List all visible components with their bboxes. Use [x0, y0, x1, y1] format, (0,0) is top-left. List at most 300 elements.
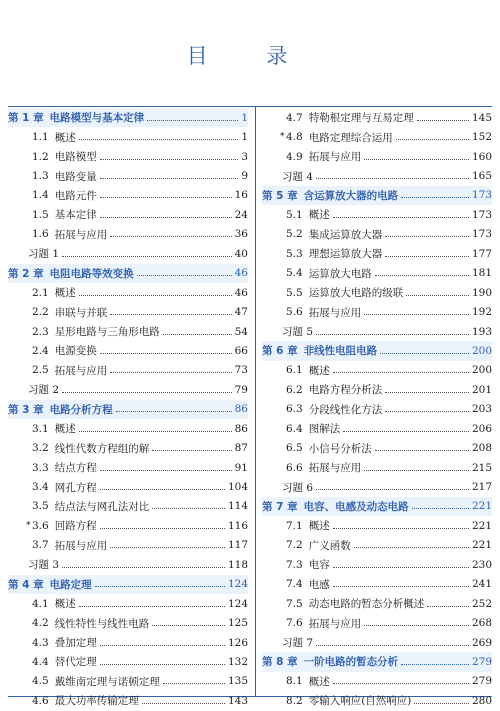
dot-leader	[100, 177, 239, 179]
dot-leader	[385, 255, 469, 257]
page-number: 152	[471, 131, 492, 144]
section-number: 3.7	[32, 539, 49, 552]
dot-leader	[375, 449, 469, 451]
section-number: 2.4	[32, 344, 49, 357]
section-number: 4.1	[32, 597, 49, 610]
page-number: 279	[471, 655, 492, 668]
toc-section-entry[interactable]	[8, 341, 248, 360]
dot-leader	[396, 138, 469, 140]
section-number: 7.5	[286, 597, 303, 610]
page-number: 126	[227, 636, 248, 649]
page-number: 114	[227, 500, 248, 513]
dot-leader	[364, 158, 469, 160]
page-number: 268	[471, 617, 492, 630]
entry-title: 串联与并联	[54, 306, 108, 319]
section-number: 3.6	[32, 519, 49, 532]
toc-section-entry[interactable]	[8, 477, 248, 496]
entry-title: 习题 6	[282, 481, 314, 494]
page-number: 160	[471, 150, 492, 163]
entry-title: 拓展与应用	[54, 228, 108, 241]
chapter-number: 第 2 章	[8, 267, 44, 280]
entry-title: 概述	[308, 364, 330, 377]
entry-title: 电容、电感及动态电路	[303, 500, 409, 513]
dot-leader	[385, 410, 469, 412]
section-number: 4.7	[286, 111, 303, 124]
toc-section-entry[interactable]	[262, 108, 492, 127]
toc-chapter-entry[interactable]	[262, 497, 492, 516]
entry-title: 习题 7	[282, 637, 314, 650]
dot-leader	[163, 682, 225, 684]
page-number: 66	[234, 344, 248, 357]
section-number: 4.2	[32, 617, 49, 630]
entry-title: 网孔方程	[54, 481, 97, 494]
section-number: 1.1	[32, 131, 49, 144]
dot-leader	[163, 333, 232, 335]
toc-section-entry[interactable]	[8, 652, 248, 671]
toc-section-entry[interactable]	[8, 361, 248, 380]
page-number: 124	[227, 578, 248, 591]
toc-section-entry[interactable]	[8, 419, 248, 438]
dot-leader	[406, 294, 469, 296]
toc-section-entry[interactable]	[262, 244, 492, 263]
page-number: 193	[471, 325, 492, 338]
toc-section-entry[interactable]	[262, 361, 492, 380]
section-number: 2.5	[32, 364, 49, 377]
dot-leader	[364, 624, 469, 626]
page-number: 73	[234, 364, 248, 377]
entry-title: 电源变换	[54, 345, 97, 358]
toc-section-entry[interactable]	[262, 516, 492, 535]
section-number: 1.2	[32, 150, 49, 163]
toc-section-entry[interactable]	[8, 458, 248, 477]
dot-leader	[333, 216, 469, 218]
entry-title: 电路变量	[54, 170, 97, 183]
toc-exercise-entry[interactable]	[262, 477, 492, 496]
dot-leader	[79, 138, 239, 140]
section-number: 4.9	[286, 150, 303, 163]
chapter-number: 第 7 章	[262, 500, 298, 513]
toc-section-entry[interactable]	[8, 127, 248, 146]
dot-leader	[414, 702, 469, 704]
page-number: 230	[471, 558, 492, 571]
entry-title: 概述	[54, 287, 76, 300]
entry-title: 星形电路与三角形电路	[54, 326, 160, 339]
chapter-number: 第 1 章	[8, 112, 44, 125]
toc-section-entry[interactable]	[8, 633, 248, 652]
section-number: 5.6	[286, 306, 303, 319]
page-number: 54	[234, 325, 248, 338]
entry-title: 动态电路的暂态分析概述	[308, 598, 425, 611]
page-number: 47	[234, 306, 248, 319]
toc-section-entry[interactable]	[8, 166, 248, 185]
entry-title: 拓展与应用	[308, 462, 362, 475]
entry-title: 分段线性化方法	[308, 403, 383, 416]
dot-leader	[152, 624, 225, 626]
toc-section-entry[interactable]	[262, 536, 492, 555]
section-number: 1.6	[32, 228, 49, 241]
section-number: 3.3	[32, 461, 49, 474]
entry-title: 叠加定理	[54, 637, 97, 650]
entry-title: 运算放大电路的级联	[308, 287, 404, 300]
toc-section-entry[interactable]	[262, 438, 492, 457]
toc-section-entry[interactable]	[8, 497, 248, 516]
dot-leader	[147, 119, 238, 121]
entry-title: 电容	[308, 559, 330, 572]
toc-chapter-entry[interactable]	[262, 186, 492, 205]
dot-leader	[427, 605, 469, 607]
page-number: 269	[471, 636, 492, 649]
toc-section-entry[interactable]	[8, 322, 248, 341]
toc-section-entry[interactable]	[262, 691, 492, 710]
dot-leader	[333, 682, 469, 684]
chapter-number: 第 6 章	[262, 345, 298, 358]
dot-leader	[316, 488, 469, 490]
dot-leader	[110, 546, 225, 548]
entry-title: 回路方程	[54, 520, 97, 533]
page-number: 125	[227, 617, 248, 630]
chapter-number: 第 3 章	[8, 403, 44, 416]
page-number: 200	[471, 364, 492, 377]
dot-leader	[100, 158, 239, 160]
section-number: 6.3	[286, 403, 303, 416]
entry-title: 电路方程分析法	[308, 384, 383, 397]
section-number: 4.3	[32, 636, 49, 649]
section-number: 2.2	[32, 306, 49, 319]
page-number: 86	[234, 422, 248, 435]
toc-section-entry[interactable]	[262, 147, 492, 166]
dot-leader	[152, 507, 225, 509]
toc-section-entry[interactable]	[262, 575, 492, 594]
toc-chapter-entry[interactable]	[8, 400, 248, 419]
page-number: 279	[471, 675, 492, 688]
page-number: 192	[471, 306, 492, 319]
page-number: 116	[227, 519, 248, 532]
entry-title: 拓展与应用	[308, 617, 362, 630]
entry-title: 电路模型	[54, 151, 97, 164]
page-number: 1	[241, 111, 248, 124]
page-number: 201	[471, 383, 492, 396]
entry-title: 电路分析方程	[49, 403, 113, 416]
toc-exercise-entry[interactable]	[262, 322, 492, 341]
entry-title: 线性代数方程组的解	[54, 442, 150, 455]
toc-section-entry[interactable]	[8, 283, 248, 302]
page-number: 173	[471, 228, 492, 241]
toc-section-entry[interactable]: * 3.6 回路方程 116	[26, 519, 248, 533]
column-divider	[255, 106, 256, 696]
toc-exercise-entry[interactable]	[8, 380, 248, 399]
section-number: 2.3	[32, 325, 49, 338]
section-number: 7.4	[286, 578, 303, 591]
page-number: 181	[471, 267, 492, 280]
toc-exercise-entry[interactable]	[262, 633, 492, 652]
entry-title: 一阶电路的暂态分析	[303, 656, 399, 669]
entry-title: 电感	[308, 578, 330, 591]
toc-section-entry[interactable]	[8, 691, 248, 710]
dot-leader	[385, 235, 469, 237]
entry-title: 基本定律	[54, 209, 97, 222]
entry-title: 图解法	[308, 423, 341, 436]
entry-title: 概述	[54, 598, 76, 611]
section-number: 7.1	[286, 519, 303, 532]
toc-section-entry[interactable]	[8, 302, 248, 321]
dot-leader	[79, 605, 225, 607]
dot-leader	[110, 371, 231, 373]
section-number: 1.3	[32, 170, 49, 183]
toc-section-entry[interactable]	[262, 380, 492, 399]
top-rule	[8, 106, 492, 107]
entry-title: 习题 1	[28, 248, 60, 261]
entry-title: 零输入响应(自然响应)	[308, 695, 412, 708]
entry-title: 替代定理	[54, 656, 97, 669]
toc-section-entry[interactable]	[262, 672, 492, 691]
entry-title: 电路模型与基本定律	[49, 112, 145, 125]
section-number: 2.1	[32, 286, 49, 299]
section-number: 6.2	[286, 383, 303, 396]
page-number: 200	[471, 344, 492, 357]
toc-section-entry[interactable]	[262, 613, 492, 632]
entry-title: 最大功率传输定理	[54, 695, 139, 708]
toc-section-entry[interactable]	[8, 186, 248, 205]
page-number: 36	[234, 228, 248, 241]
entry-title: 习题 5	[282, 326, 314, 339]
entry-title: 概述	[308, 520, 330, 533]
page-number: 173	[471, 208, 492, 221]
page-number: 165	[471, 170, 492, 183]
section-number: 5.2	[286, 228, 303, 241]
page-number: 46	[234, 267, 248, 280]
toc-left-column	[8, 108, 248, 711]
dot-leader	[385, 391, 469, 393]
dot-leader	[62, 255, 232, 257]
dot-leader	[95, 585, 225, 587]
section-number: 6.5	[286, 442, 303, 455]
entry-title: 含运算放大器的电路	[303, 189, 399, 202]
section-number: 8.2	[286, 694, 303, 707]
dot-leader	[110, 313, 231, 315]
entry-title: 概述	[54, 131, 76, 144]
toc-section-entry[interactable]	[8, 438, 248, 457]
section-number: 5.5	[286, 286, 303, 299]
page-number: 215	[471, 461, 492, 474]
section-number: 5.1	[286, 208, 303, 221]
page-number: 46	[234, 286, 248, 299]
entry-title: 习题 3	[28, 559, 60, 572]
section-number: 3.2	[32, 442, 49, 455]
section-number: 6.4	[286, 422, 303, 435]
section-number: 5.4	[286, 267, 303, 280]
section-number: 1.4	[32, 189, 49, 202]
entry-title: 结点方程	[54, 462, 97, 475]
dot-leader	[417, 119, 469, 121]
toc-chapter-entry[interactable]	[262, 652, 492, 671]
entry-title: 习题 2	[28, 384, 60, 397]
entry-title: 线性特性与线性电路	[54, 617, 150, 630]
dot-leader	[100, 663, 225, 665]
dot-leader	[333, 527, 469, 529]
page-number: 221	[471, 519, 492, 532]
dot-leader	[333, 371, 469, 373]
section-number: 7.6	[286, 617, 303, 630]
section-number: 7.2	[286, 539, 303, 552]
section-number: 4.8	[286, 131, 303, 144]
dot-leader	[100, 527, 225, 529]
page-number: 124	[227, 597, 248, 610]
page-number: 252	[471, 597, 492, 610]
page-number: 241	[471, 578, 492, 591]
chapter-number: 第 5 章	[262, 189, 298, 202]
dot-leader	[364, 313, 469, 315]
dot-leader	[62, 391, 232, 393]
dot-leader	[79, 294, 232, 296]
toc-section-entry[interactable]	[262, 205, 492, 224]
dot-leader	[152, 449, 231, 451]
toc-section-entry[interactable]	[262, 400, 492, 419]
toc-section-entry[interactable]	[8, 594, 248, 613]
entry-title: 拓展与应用	[308, 151, 362, 164]
dot-leader	[100, 352, 232, 354]
page-number: 104	[227, 481, 248, 494]
toc-exercise-entry[interactable]	[8, 244, 248, 263]
toc-right-column	[262, 108, 492, 711]
toc-section-entry[interactable]	[8, 613, 248, 632]
page-number: 132	[227, 655, 248, 668]
section-number: 6.6	[286, 461, 303, 474]
dot-leader	[100, 469, 232, 471]
toc-section-entry[interactable]	[262, 264, 492, 283]
section-number: 7.3	[286, 558, 303, 571]
dot-leader	[375, 274, 469, 276]
section-number: 4.6	[32, 694, 49, 707]
page-number: 280	[471, 694, 492, 707]
entry-title: 拓展与应用	[54, 364, 108, 377]
dot-leader	[343, 430, 469, 432]
dot-leader	[364, 469, 469, 471]
page-number: 203	[471, 403, 492, 416]
toc-section-entry[interactable]	[262, 419, 492, 438]
section-number: 4.4	[32, 655, 49, 668]
page-number: 40	[234, 247, 248, 260]
dot-leader	[333, 585, 469, 587]
dot-leader	[354, 546, 469, 548]
dot-leader	[316, 177, 469, 179]
page-number: 143	[227, 694, 248, 707]
dot-leader	[79, 430, 232, 432]
toc-chapter-entry[interactable]	[8, 108, 248, 127]
entry-title: 理想运算放大器	[308, 248, 383, 261]
toc-section-entry[interactable]	[8, 205, 248, 224]
page-number: 217	[471, 481, 492, 494]
page-number: 135	[227, 675, 248, 688]
page-number: 91	[234, 461, 248, 474]
page-number: 118	[227, 558, 248, 571]
page-number: 1	[241, 131, 248, 144]
section-number: 8.1	[286, 675, 303, 688]
dot-leader	[100, 216, 232, 218]
dot-leader	[100, 196, 232, 198]
dot-leader	[116, 410, 232, 412]
entry-title: 拓展与应用	[54, 539, 108, 552]
entry-title: 拓展与应用	[308, 306, 362, 319]
page-number: 117	[227, 539, 248, 552]
chapter-number: 第 8 章	[262, 656, 298, 669]
entry-title: 电路元件	[54, 189, 97, 202]
entry-title: 小信号分析法	[308, 442, 372, 455]
toc-section-entry[interactable]	[8, 225, 248, 244]
toc-section-entry[interactable]	[262, 302, 492, 321]
page-number: 24	[234, 208, 248, 221]
dot-leader	[142, 702, 225, 704]
section-number: 6.1	[286, 364, 303, 377]
entry-title: 集成运算放大器	[308, 228, 383, 241]
toc-section-entry[interactable]	[8, 672, 248, 691]
dot-leader	[100, 488, 225, 490]
entry-title: 电阻电路等效变换	[49, 267, 134, 280]
section-number: 3.5	[32, 500, 49, 513]
page-title: 目 录	[186, 44, 314, 68]
page-number: 16	[234, 189, 248, 202]
dot-leader	[401, 663, 469, 665]
dot-leader	[316, 333, 469, 335]
page-number: 79	[234, 383, 248, 396]
page-number: 208	[471, 442, 492, 455]
toc-chapter-entry[interactable]	[262, 341, 492, 360]
dot-leader	[333, 566, 469, 568]
toc-chapter-entry[interactable]	[8, 575, 248, 594]
dot-leader	[100, 644, 225, 646]
page-number: 221	[471, 539, 492, 552]
entry-title: 习题 4	[282, 170, 314, 183]
toc-section-entry[interactable]	[262, 225, 492, 244]
dot-leader	[316, 644, 469, 646]
toc-section-entry[interactable]	[262, 594, 492, 613]
dot-leader	[110, 235, 231, 237]
page-number: 177	[471, 247, 492, 260]
toc-section-entry[interactable]	[262, 555, 492, 574]
dot-leader	[137, 274, 232, 276]
page-number: 221	[471, 500, 492, 513]
page-number: 86	[234, 403, 248, 416]
page-number: 87	[234, 442, 248, 455]
section-number: 3.4	[32, 481, 49, 494]
section-number: 1.5	[32, 208, 49, 221]
dot-leader	[380, 352, 469, 354]
entry-title: 运算放大电路	[308, 267, 372, 280]
toc-chapter-entry[interactable]	[8, 264, 248, 283]
entry-title: 电路定理	[49, 578, 92, 591]
section-number: 4.5	[32, 675, 49, 688]
entry-title: 非线性电阻电路	[303, 345, 378, 358]
toc-section-entry[interactable]	[262, 458, 492, 477]
entry-title: 结点法与网孔法对比	[54, 500, 150, 513]
toc-exercise-entry[interactable]	[8, 555, 248, 574]
entry-title: 戴维南定理与诺顿定理	[54, 675, 160, 688]
page-number: 206	[471, 422, 492, 435]
page-number: 3	[241, 150, 248, 163]
toc-section-entry[interactable]	[8, 147, 248, 166]
entry-title: 特勒根定理与互易定理	[308, 112, 414, 125]
toc-section-entry[interactable]: * 4.8 电路定理综合运用 152	[280, 131, 492, 144]
toc-exercise-entry[interactable]	[262, 166, 492, 185]
toc-section-entry[interactable]	[262, 283, 492, 302]
section-number: 3.1	[32, 422, 49, 435]
entry-title: 概述	[54, 423, 76, 436]
toc-section-entry[interactable]	[8, 536, 248, 555]
entry-title: 概述	[308, 675, 330, 688]
entry-title: 电路定理综合运用	[308, 131, 393, 144]
section-number: 5.3	[286, 247, 303, 260]
entry-title: 概述	[308, 209, 330, 222]
dot-leader	[401, 196, 469, 198]
